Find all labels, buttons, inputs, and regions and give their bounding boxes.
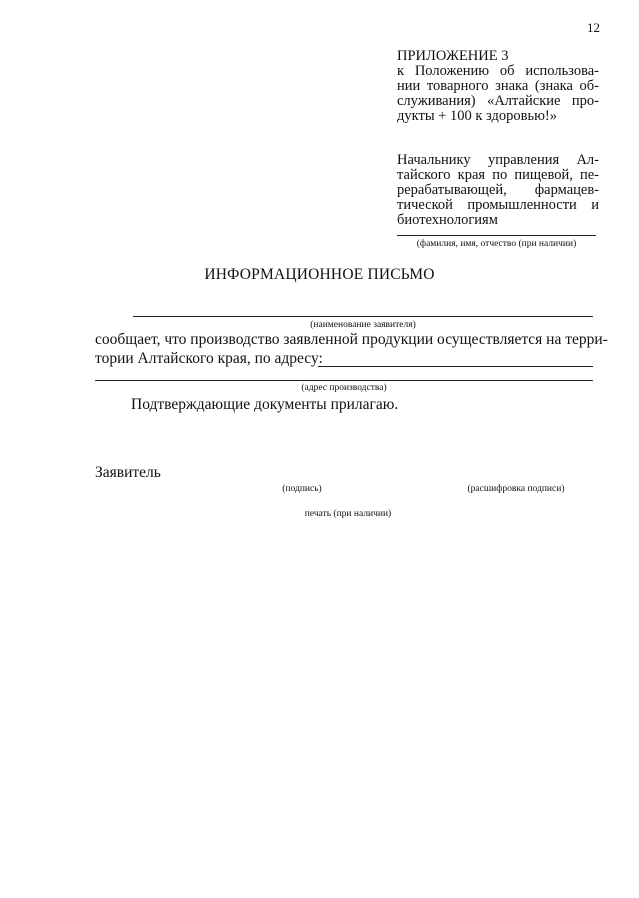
addressee-line: тической промышленности и: [397, 197, 599, 213]
applicant-label: Заявитель: [95, 464, 161, 481]
addressee-name-field-line: [397, 235, 596, 236]
applicant-name-field-line: [133, 316, 593, 317]
annex-line: дукты + 100 к здоровью!»: [397, 108, 557, 124]
address-caption: (адрес производства): [301, 383, 387, 393]
addressee-name-caption: (фамилия, имя, отчество (при наличии): [416, 239, 577, 249]
signature-caption: (подпись): [282, 484, 322, 494]
confirm-text: Подтверждающие документы прилагаю.: [131, 396, 399, 413]
address-field-line: [318, 366, 593, 367]
annex-line: к Положению об использова-: [397, 63, 599, 79]
annex-heading: ПРИЛОЖЕНИЕ 3: [397, 48, 509, 64]
annex-line: служивания) «Алтайские про-: [397, 93, 599, 109]
applicant-name-caption: (наименование заявителя): [310, 320, 416, 330]
addressee-line: рерабатывающей, фармацев-: [397, 182, 599, 198]
addressee-line: тайского края по пищевой, пе-: [397, 167, 599, 183]
stamp-caption: печать (при наличии): [304, 509, 392, 519]
address-field-line-continued: [95, 380, 593, 381]
addressee-line: Начальнику управления Ал-: [397, 152, 599, 168]
body-text-line: сообщает, что производство заявленной продукции осуществляется на терри-: [95, 331, 608, 348]
addressee-line: биотехнологиям: [397, 212, 498, 228]
annex-line: нии товарного знака (знака об-: [397, 78, 599, 94]
signature-decode-caption: (расшифровка подписи): [467, 484, 565, 494]
page-number: 12: [587, 20, 600, 35]
addressee-block: [397, 153, 599, 228]
document-title: ИНФОРМАЦИОННОЕ ПИСЬМО: [204, 266, 435, 283]
body-text-line: тории Алтайского края, по адресу:: [95, 350, 323, 367]
annex-block: [397, 49, 599, 124]
